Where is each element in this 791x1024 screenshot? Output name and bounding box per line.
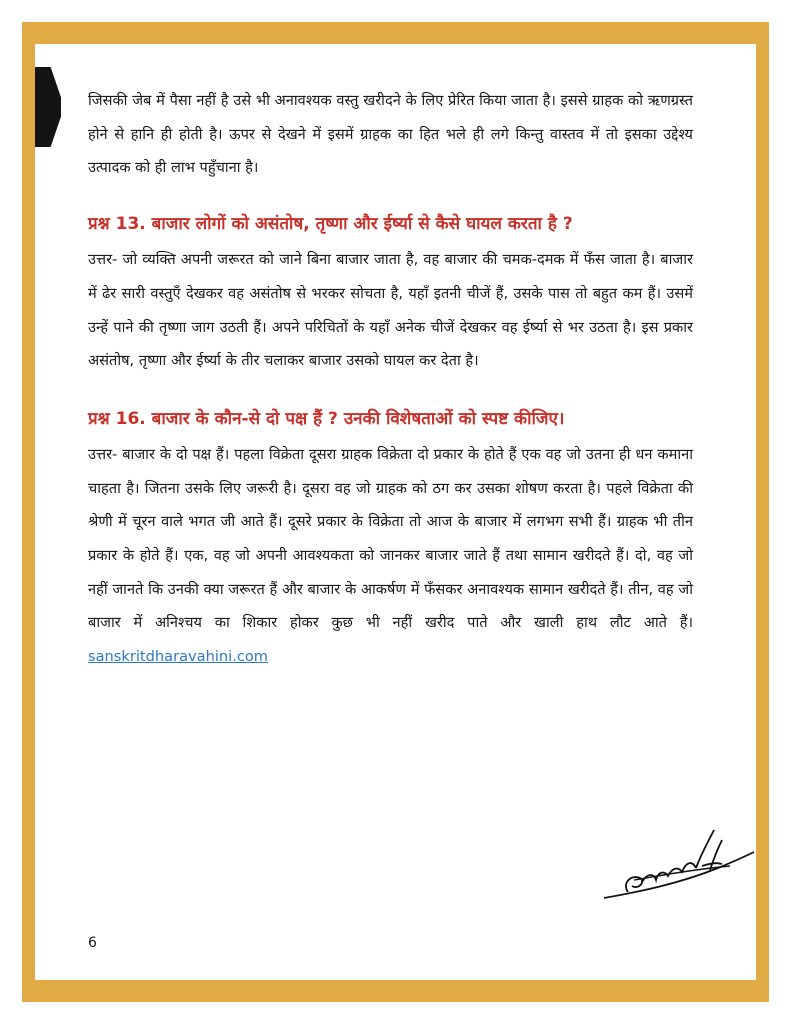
question-13-heading: प्रश्न 13. बाजार लोगों को असंतोष, तृष्णा और ईर्ष्या से कैसे घायल करता है ? <box>88 214 573 235</box>
page-number: 6 <box>88 935 97 951</box>
question-13-answer: उत्तर- जो व्यक्ति अपनी जरूरत को जाने बिना बाजार जाता है, वह बाजार की चमक-दमक में फँस जाता है। बाजार में ढेर सारी वस्तुएँ देखकर वह असंतोष से भरकर सोचता है, यहाँ इतनी चीजें हैं, उसके पास तो बहुत कम हैं। उसमें उन्हें पाने की तृष्णा जाग उठती हैं। अपने परिचितों के यहाँ अनेक चीजें देखकर वह ईर्ष्या से भर उठता है। इस प्रकार असंतोष, तृष्णा और ईर्ष्या के तीर चलाकर बाजार उसको घायल कर देता है। <box>88 251 693 370</box>
question-16-answer-text: उत्तर- बाजार के दो पक्ष हैं। पहला विक्रेता दूसरा ग्राहक विक्रेता दो प्रकार के होते हैं एक वह जो उतना ही धन कमाना चाहता है। जितना उसके लिए जरूरी है। दूसरा वह जो ग्राहक को ठग कर उसका शोषण करता है। पहले विक्रेता की श्रेणी में चूरन वाले भगत जी आते हैं। दूसरे प्रकार के विक्रेता तो आज के बाजार में लगभग सभी हैं। ग्राहक भी तीन प्रकार के होते हैं। एक, वह जो अपनी आवश्यकता को जानकर बाजार जाते हैं तथा सामान खरीदते हैं। दो, वह जो नहीं जानते कि उनकी क्या जरूरत हैं और बाजार के आकर्षण में फँसकर अनावश्यक सामान खरीदते हैं। तीन, वह जो बाजार में अनिश्चय का शिकार होकर कुछ भी नहीं खरीद पाते और खाली हाथ लौट आते हैं। <box>88 445 693 632</box>
source-link[interactable]: sanskritdharavahini.com <box>88 648 269 666</box>
question-16-heading: प्रश्न 16. बाजार के कौन-से दो पक्ष हैं ? उनकी विशेषताओं को स्पष्ट कीजिए। <box>88 408 565 429</box>
paragraph-continued: जिसकी जेब में पैसा नहीं है उसे भी अनावश्यक वस्तु खरीदने के लिए प्रेरित किया जाता है। इससे ग्राहक को ऋणग्रस्त होने से हानि ही होती है। ऊपर से देखने में इसमें ग्राहक का हित भले ही लगे किन्तु वास्तव में तो इसका उद्देश्य उत्पादक को ही लाभ पहुँचाना है। <box>88 92 693 177</box>
document-body <box>88 84 693 674</box>
question-16-answer <box>88 438 693 674</box>
signature-icon <box>598 822 758 912</box>
